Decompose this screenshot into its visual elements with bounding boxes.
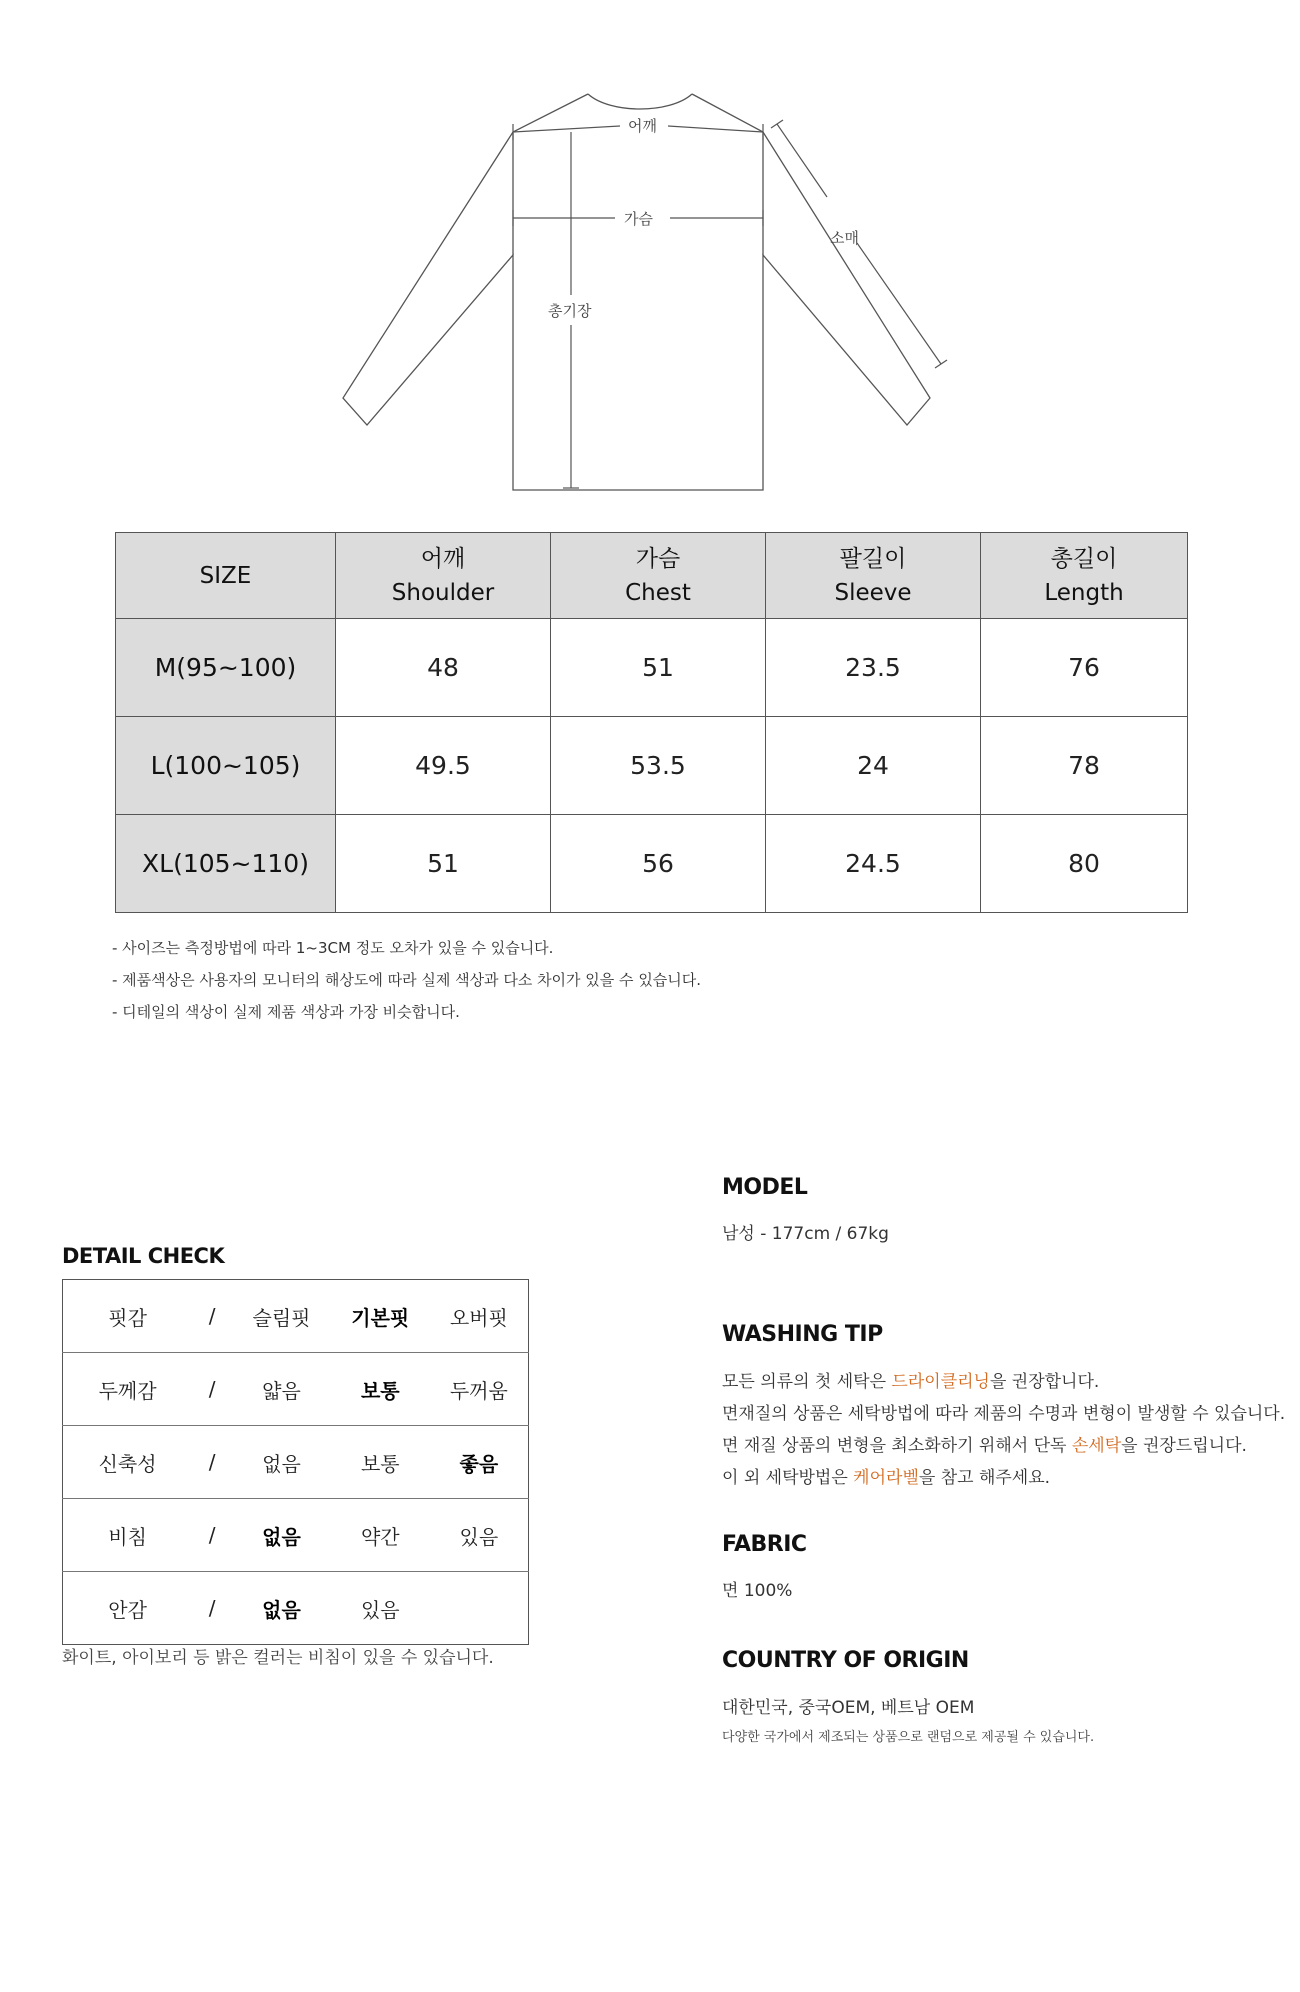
size-note: - 사이즈는 측정방법에 따라 1~3CM 정도 오차가 있을 수 있습니다. [112, 939, 554, 957]
detail-option: 약간 [331, 1499, 430, 1572]
detail-option: 얇음 [232, 1353, 331, 1426]
fabric-title: FABRIC [722, 1532, 807, 1557]
washing-line-1: 모든 의류의 첫 세탁은 드라이클리닝을 권장합니다. [722, 1372, 1100, 1392]
detail-row-lining [63, 1572, 529, 1645]
origin-subtext: 다양한 국가에서 제조되는 상품으로 랜덤으로 제공될 수 있습니다. [722, 1730, 1095, 1745]
detail-category: 두께감 [63, 1353, 193, 1426]
origin-text: 대한민국, 중국OEM, 베트남 OEM [722, 1698, 975, 1718]
detail-row-fit [63, 1280, 529, 1353]
washing-tip-text [722, 1366, 1285, 1494]
detail-slash: / [192, 1499, 232, 1572]
size-chart-table [115, 532, 1188, 913]
length-value: 80 [981, 815, 1188, 913]
detail-option-selected: 보통 [331, 1353, 430, 1426]
model-text: 남성 - 177cm / 67kg [722, 1224, 889, 1244]
shoulder-value: 48 [336, 619, 551, 717]
sleeve-value: 24 [766, 717, 981, 815]
detail-option-selected: 기본핏 [331, 1280, 430, 1353]
size-table-header-row [116, 533, 1188, 619]
detail-option-selected: 없음 [262, 1597, 301, 1622]
origin-title: COUNTRY OF ORIGIN [722, 1648, 969, 1673]
diagram-label-chest: 가슴 [624, 210, 653, 228]
sleeve-value: 23.5 [766, 619, 981, 717]
detail-slash: / [192, 1353, 232, 1426]
hand-wash-highlight: 손세탁 [1071, 1436, 1122, 1456]
size-label: M(95~100) [116, 619, 336, 717]
table-row [116, 619, 1188, 717]
size-label: L(100~105) [116, 717, 336, 815]
detail-option: 두꺼움 [430, 1353, 529, 1426]
detail-row-stretch [63, 1426, 529, 1499]
detail-option-selected: 없음 [232, 1499, 331, 1572]
detail-row-sheerness [63, 1499, 529, 1572]
dry-cleaning-highlight: 드라이클리닝 [891, 1372, 990, 1392]
detail-row-thickness [63, 1353, 529, 1426]
detail-option: 슬림핏 [232, 1280, 331, 1353]
diagram-label-length: 총기장 [548, 302, 592, 320]
diagram-label-sleeve: 소매 [830, 229, 859, 247]
detail-option: 있음 [430, 1499, 529, 1572]
detail-option [430, 1572, 529, 1645]
table-row [116, 815, 1188, 913]
sleeve-value: 24.5 [766, 815, 981, 913]
washing-tip-title: WASHING TIP [722, 1322, 883, 1347]
detail-category: 비침 [63, 1499, 193, 1572]
detail-slash: / [192, 1426, 232, 1499]
washing-line-2: 면재질의 상품은 세탁방법에 따라 제품의 수명과 변형이 발생할 수 있습니다. [722, 1404, 1286, 1424]
model-title: MODEL [722, 1175, 808, 1200]
header-sleeve: 팔길이 Sleeve [766, 533, 981, 619]
chest-value: 51 [551, 619, 766, 717]
chest-value: 53.5 [551, 717, 766, 815]
detail-option: 없음 [232, 1426, 331, 1499]
diagram-label-shoulder: 어깨 [628, 117, 657, 135]
size-note: - 디테일의 색상이 실제 제품 색상과 가장 비슷합니다. [112, 1003, 460, 1021]
size-note: - 제품색상은 사용자의 모니터의 해상도에 따라 실제 색상과 다소 차이가 있을 수 있습니다. [112, 971, 702, 989]
garment-measurement-diagram [330, 80, 990, 500]
detail-slash: / [192, 1280, 232, 1353]
detail-category: 핏감 [63, 1280, 193, 1353]
chest-value: 56 [551, 815, 766, 913]
table-row [116, 717, 1188, 815]
detail-option: 있음 [360, 1597, 400, 1622]
header-chest: 가슴 Chest [551, 533, 766, 619]
length-value: 78 [981, 717, 1188, 815]
detail-slash: / [208, 1596, 216, 1620]
detail-option: 오버핏 [430, 1280, 529, 1353]
detail-check-title: DETAIL CHECK [62, 1244, 225, 1268]
fabric-text: 면 100% [722, 1581, 793, 1601]
detail-category: 안감 [108, 1597, 147, 1622]
shoulder-value: 49.5 [336, 717, 551, 815]
detail-category: 신축성 [63, 1426, 193, 1499]
shoulder-value: 51 [336, 815, 551, 913]
size-notes [112, 932, 701, 1028]
detail-option-selected: 좋음 [430, 1426, 529, 1499]
header-shoulder: 어깨 Shoulder [336, 533, 551, 619]
size-label: XL(105~110) [116, 815, 336, 913]
washing-line-4: 이 외 세탁방법은 케어라벨을 참고 해주세요. [722, 1468, 1051, 1488]
washing-line-3: 면 재질 상품의 변형을 최소화하기 위해서 단독 손세탁을 권장드립니다. [722, 1436, 1247, 1456]
detail-check-table [62, 1279, 529, 1645]
header-length: 총길이 Length [981, 533, 1188, 619]
detail-check-note: 화이트, 아이보리 등 밝은 컬러는 비침이 있을 수 있습니다. [62, 1648, 494, 1668]
detail-option: 보통 [331, 1426, 430, 1499]
header-size: SIZE [116, 533, 336, 619]
care-label-highlight: 케어라벨 [853, 1468, 919, 1488]
length-value: 76 [981, 619, 1188, 717]
